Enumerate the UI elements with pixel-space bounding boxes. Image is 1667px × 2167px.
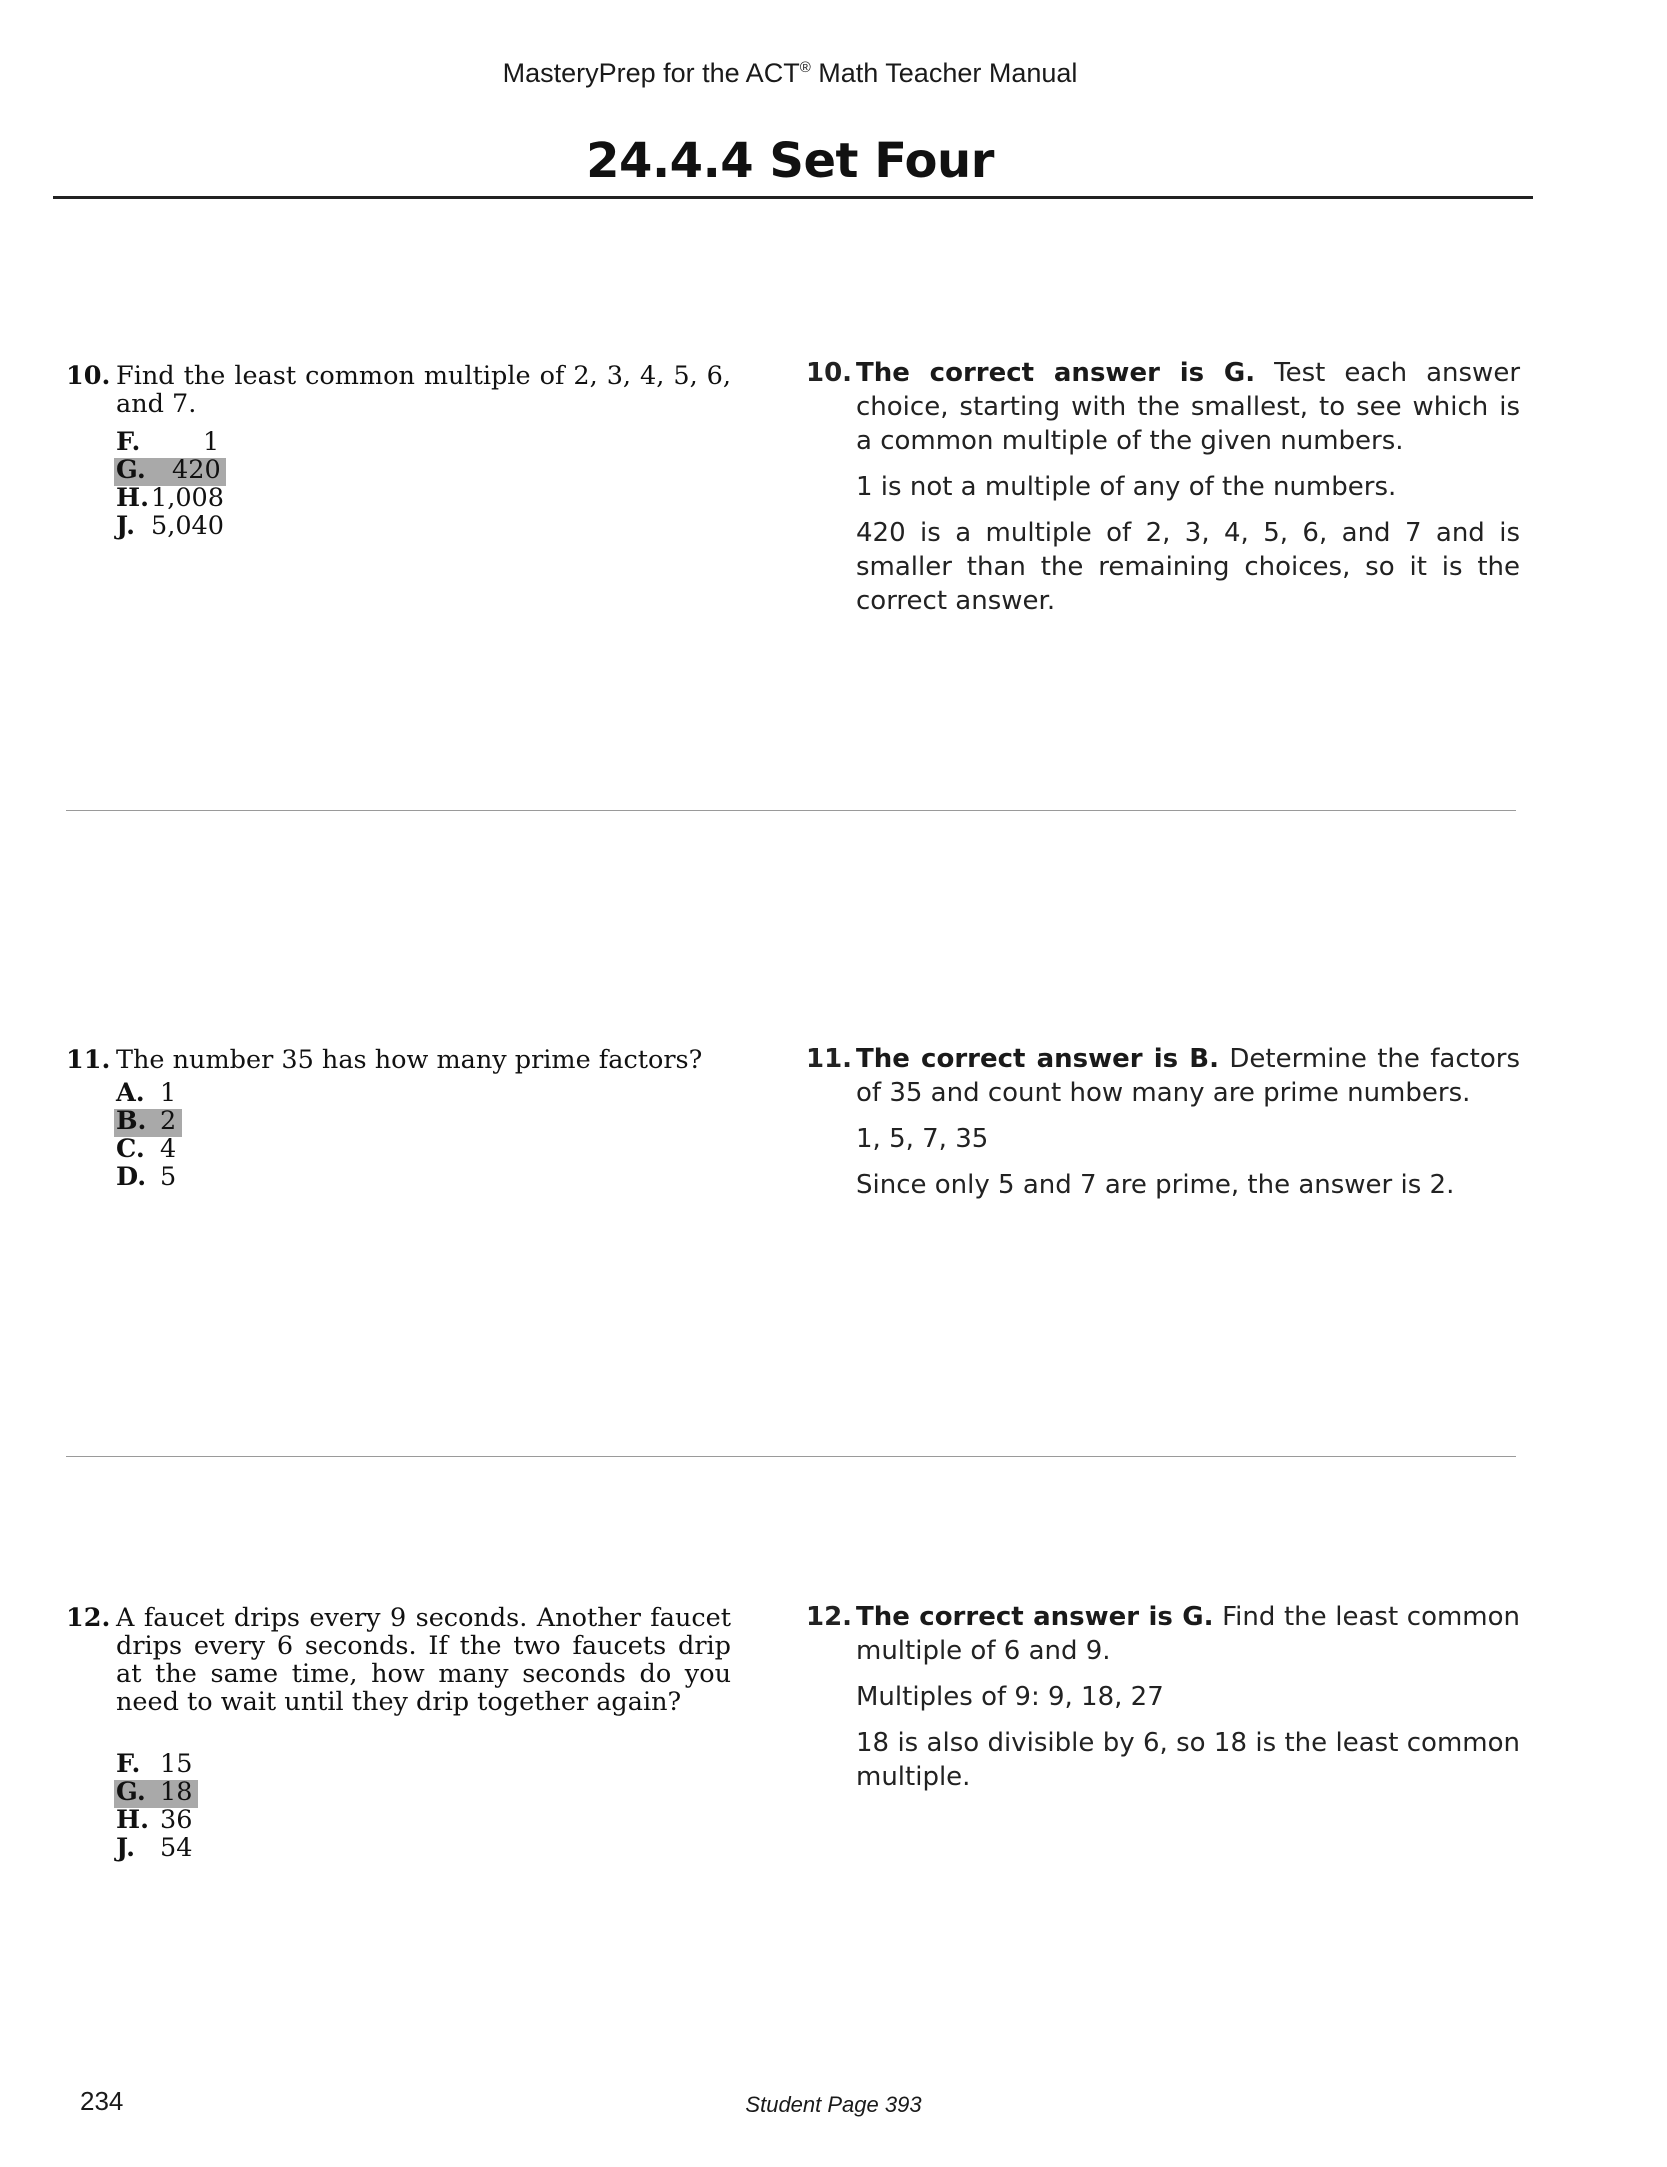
running-header: MasteryPrep for the ACT® Math Teacher Manual (502, 58, 1078, 88)
answer-paragraph: The correct answer is G. Test each answer choice, starting with the smallest, to see which is a common multiple of the given numbers. (856, 358, 1521, 456)
choice-value: 5,040 (151, 511, 225, 541)
choice-value: 15 (160, 1749, 193, 1779)
answer-choices (116, 428, 731, 540)
choice-g (116, 1778, 731, 1806)
choice-value: 2 (160, 1106, 177, 1136)
question-number: 12. (66, 1603, 111, 1633)
choice-letter: G. (116, 455, 146, 485)
choice-letter: B. (116, 1106, 147, 1136)
answer-number: 12. (806, 1602, 853, 1632)
choice-letter: F. (116, 427, 141, 457)
answer-lead: The correct answer is G. (856, 358, 1256, 388)
answer-number: 10. (806, 358, 853, 388)
choice-d (116, 1163, 731, 1191)
choice-letter: G. (116, 1777, 146, 1807)
choice-value: 1,008 (151, 483, 225, 513)
answer-lead: The correct answer is B. (856, 1044, 1220, 1074)
choice-value: 1 (160, 1078, 177, 1108)
choice-letter: J. (116, 511, 135, 541)
choice-f (116, 1750, 731, 1778)
answer-11 (806, 1042, 1520, 1214)
choice-value: 420 (172, 455, 221, 485)
choice-letter: F. (116, 1749, 141, 1779)
student-page-reference: Student Page 393 (745, 2092, 922, 2117)
choice-j (116, 1834, 731, 1862)
answer-paragraph: 420 is a multiple of 2, 3, 4, 5, 6, and 7 and is smaller than the remaining choices, so it is the correct answer. (856, 518, 1520, 616)
title-rule (53, 196, 1533, 199)
answer-choices (116, 1750, 731, 1862)
choice-letter: H. (116, 1805, 149, 1835)
choice-a (116, 1079, 731, 1107)
answer-paragraph: The correct answer is B. Determine the factors of 35 and count how many are prime numbers. (856, 1044, 1520, 1108)
answer-10 (806, 356, 1520, 630)
answer-paragraph: 1 is not a multiple of any of the numbers. (856, 472, 1397, 502)
choice-f (116, 428, 731, 456)
question-10 (66, 362, 731, 540)
choice-value: 5 (160, 1162, 177, 1192)
section-divider (66, 810, 1516, 811)
choice-letter: C. (116, 1134, 145, 1164)
answer-number: 11. (806, 1044, 853, 1074)
question-11 (66, 1046, 731, 1191)
choice-h (116, 1806, 731, 1834)
answer-lead: The correct answer is G. (856, 1602, 1214, 1632)
answer-paragraph: 1, 5, 7, 35 (856, 1124, 989, 1154)
choice-c (116, 1135, 731, 1163)
choice-h (116, 484, 731, 512)
choice-letter: A. (116, 1078, 145, 1108)
choice-value: 54 (160, 1833, 193, 1863)
answer-paragraph: 18 is also divisible by 6, so 18 is the least common multiple. (856, 1728, 1520, 1792)
choice-j (116, 512, 731, 540)
page-number: 234 (80, 2086, 124, 2116)
answer-paragraph: Since only 5 and 7 are prime, the answer is 2. (856, 1170, 1455, 1200)
choice-letter: H. (116, 483, 149, 513)
choice-letter: D. (116, 1162, 147, 1192)
page-title: 24.4.4 Set Four (586, 133, 994, 189)
choice-value: 36 (160, 1805, 193, 1835)
choice-g (116, 456, 731, 484)
question-12 (66, 1604, 731, 1862)
question-text: Find the least common multiple of 2, 3, 4, 5, 6, and 7. (116, 361, 731, 419)
section-divider (66, 1456, 1516, 1457)
answer-paragraph: The correct answer is G. Find the least common multiple of 6 and 9. (856, 1602, 1521, 1666)
choice-value: 4 (160, 1134, 177, 1164)
choice-b (116, 1107, 731, 1135)
choice-value: 1 (203, 427, 220, 457)
question-text: A faucet drips every 9 seconds. Another faucet drips every 6 seconds. If the two faucets drip at the same time, how many seconds do you need to wait until they drip together again? (116, 1603, 731, 1717)
question-text: The number 35 has how many prime factors? (116, 1045, 703, 1075)
question-number: 11. (66, 1045, 111, 1075)
question-number: 10. (66, 361, 111, 391)
choice-letter: J. (116, 1833, 135, 1863)
answer-choices (116, 1079, 731, 1191)
choice-value: 18 (160, 1777, 193, 1807)
answer-paragraph: Multiples of 9: 9, 18, 27 (856, 1682, 1164, 1712)
answer-12 (806, 1600, 1520, 1806)
